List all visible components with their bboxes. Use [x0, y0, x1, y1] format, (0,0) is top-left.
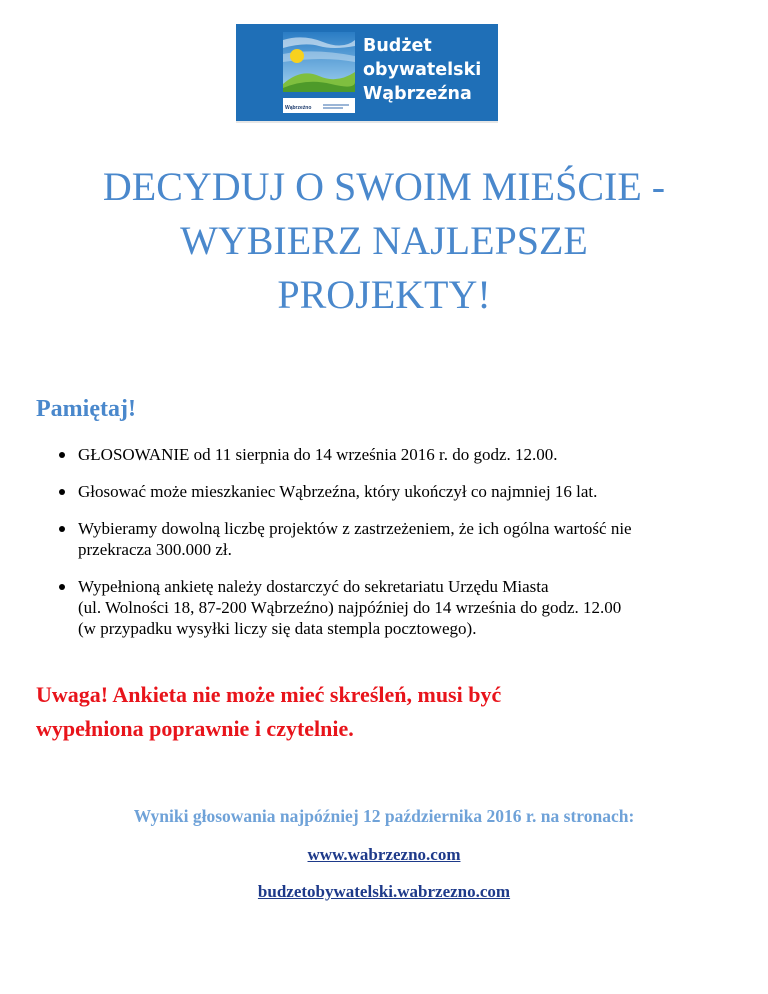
list-item-text: (w przypadku wysyłki liczy się data stempla pocztowego). — [78, 619, 477, 638]
title-line: PROJEKTY! — [277, 272, 491, 317]
logo-line: obywatelski — [363, 60, 482, 80]
list-item-text: Głosować może mieszkaniec Wąbrzeźna, który ukończył co najmniej 16 lat. — [78, 482, 598, 501]
title-line: DECYDUJ O SWOIM MIEŚCIE - — [102, 164, 666, 209]
list-item — [58, 518, 738, 560]
list-item — [58, 576, 738, 639]
list-item-text: (ul. Wolności 18, 87-200 Wąbrzeźno) najpóźniej do 14 września do godz. 12.00 — [78, 598, 622, 617]
warning-note — [36, 678, 501, 746]
logo-caption: Wąbrzeźno — [285, 105, 312, 111]
list-item-text: GŁOSOWANIE od 11 sierpnia do 14 września 2016 r. do godz. 12.00. — [78, 445, 558, 464]
remember-heading: Pamiętaj! — [36, 396, 136, 422]
warning-line: wypełniona poprawnie i czytelnie. — [36, 716, 354, 741]
logo-line: Budżet — [363, 36, 432, 56]
list-item — [58, 444, 738, 465]
bullet-icon — [59, 584, 65, 590]
bullet-icon — [59, 489, 65, 495]
bullet-icon — [59, 452, 65, 458]
list-item — [58, 481, 738, 502]
remember-list — [58, 444, 738, 655]
logo-line: Wąbrzeźna — [363, 84, 472, 104]
website-link[interactable]: www.wabrzezno.com — [307, 845, 461, 864]
warning-line: Uwaga! Ankieta nie może mieć skreśleń, musi być — [36, 682, 502, 707]
page-title — [0, 160, 768, 322]
list-item-text: Wypełnioną ankietę należy dostarczyć do sekretariatu Urzędu Miasta — [78, 577, 549, 596]
budget-logo — [236, 24, 498, 123]
logo-text — [363, 34, 481, 106]
title-line: WYBIERZ NAJLEPSZE — [180, 218, 588, 263]
budget-website-link[interactable]: budzetobywatelski.wabrzezno.com — [257, 882, 511, 901]
bullet-icon — [59, 526, 65, 532]
list-item-text: Wybieramy dowolną liczbę projektów z zastrzeżeniem, że ich ogólna wartość nie — [78, 519, 632, 538]
results-note: Wyniki głosowania najpóźniej 12 października 2016 r. na stronach: — [133, 806, 635, 826]
logo-landscape-icon — [283, 32, 355, 113]
list-item-text: przekracza 300.000 zł. — [78, 540, 232, 559]
